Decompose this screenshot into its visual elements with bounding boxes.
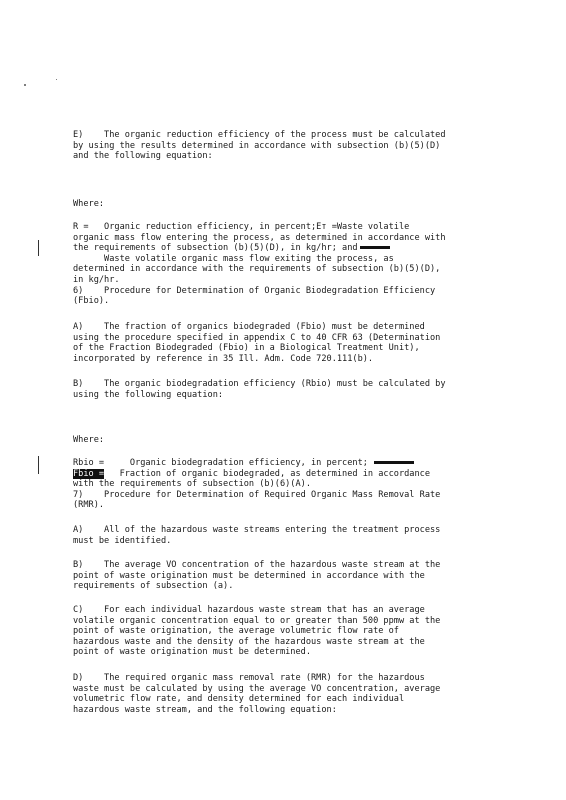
- text-line: by using the results determined in accordance with subsection (b)(5)(D): [73, 140, 441, 151]
- where-label-2: Where:: [73, 435, 105, 445]
- text-line: volatile organic concentration equal to or greater than 500 ppmw at the: [73, 615, 441, 626]
- text-line: requirements of subsection (a).: [73, 581, 234, 592]
- definitions-1: [73, 222, 513, 307]
- text-line: R = Organic reduction efficiency, in percent;Eт =Waste volatile: [73, 222, 410, 232]
- text-line: determined in accordance with the requirements of subsection (b)(5)(D),: [73, 264, 441, 275]
- text-line: must be identified.: [73, 535, 172, 546]
- para-c: [73, 605, 513, 658]
- text-line: (RMR).: [73, 500, 105, 511]
- para-b1: [73, 379, 513, 400]
- para-a1: [73, 322, 513, 364]
- text-line: Waste volatile organic mass flow exiting the process, as: [73, 253, 394, 264]
- text-line: hazardous waste stream, and the following equation:: [73, 704, 337, 715]
- definitions-2: [73, 458, 513, 511]
- redaction-strike: [374, 461, 414, 464]
- text-line: with the requirements of subsection (b)(6)(A).: [73, 479, 311, 490]
- text-line: in kg/hr.: [73, 274, 120, 285]
- margin-change-bar: [38, 456, 39, 474]
- para-a2: [73, 525, 513, 546]
- para-e: [73, 130, 513, 162]
- text-line: and the following equation:: [73, 151, 213, 162]
- text-line: D) The required organic mass removal rate (RMR) for the hazardous: [73, 673, 425, 683]
- text-line: using the following equation:: [73, 389, 224, 400]
- text-line: E) The organic reduction efficiency of the process must be calculated: [73, 130, 446, 140]
- text-line: hazardous waste and the density of the hazardous waste stream at the: [73, 636, 425, 647]
- text-line: B) The average VO concentration of the hazardous waste stream at the: [73, 560, 441, 570]
- text-line: (Fbio).: [73, 296, 110, 307]
- text-line: B) The organic biodegradation efficiency (Rbio) must be calculated by: [73, 379, 446, 389]
- text-line: point of waste origination must be determined in accordance with the: [73, 570, 425, 581]
- text-line: organic mass flow entering the process, as determined in accordance with: [73, 232, 446, 243]
- redaction-strike: [360, 246, 390, 249]
- where-label-1: Where:: [73, 199, 105, 209]
- highlighted-term: Fbio =: [73, 468, 105, 479]
- text-line: volumetric flow rate, and density determined for each individual: [73, 694, 405, 705]
- text-line: waste must be calculated by using the average VO concentration, average: [73, 683, 441, 694]
- text-line: the requirements of subsection (b)(5)(D), in kg/hr; and: [73, 243, 513, 254]
- text-line: incorporated by reference in 35 Ill. Adm. Code 720.111(b).: [73, 353, 374, 364]
- text-line: 7) Procedure for Determination of Required Organic Mass Removal Rate: [73, 489, 441, 500]
- margin-change-bar: [38, 240, 39, 256]
- scan-speck: [24, 84, 26, 86]
- scan-speck: [56, 79, 57, 80]
- text-line: point of waste origination, the average volumetric flow rate of: [73, 626, 399, 637]
- text-line: Fbio = Fraction of organic biodegraded, as determined in accordance: [73, 468, 431, 479]
- text-line: point of waste origination must be determined.: [73, 647, 311, 658]
- text-line: A) All of the hazardous waste streams entering the treatment process: [73, 525, 441, 535]
- para-b2: [73, 560, 513, 592]
- text-line: using the procedure specified in appendix C to 40 CFR 63 (Determination: [73, 332, 441, 343]
- text-line: Rbio = Organic biodegradation efficiency, in percent;: [73, 458, 513, 469]
- text-line: of the Fraction Biodegraded (Fbio) in a Biological Treatment Unit),: [73, 343, 420, 354]
- text-line: 6) Procedure for Determination of Organic Biodegradation Efficiency: [73, 285, 436, 296]
- para-d: [73, 673, 513, 715]
- text-line: C) For each individual hazardous waste stream that has an average: [73, 605, 425, 615]
- text-line: A) The fraction of organics biodegraded (Fbio) must be determined: [73, 322, 425, 332]
